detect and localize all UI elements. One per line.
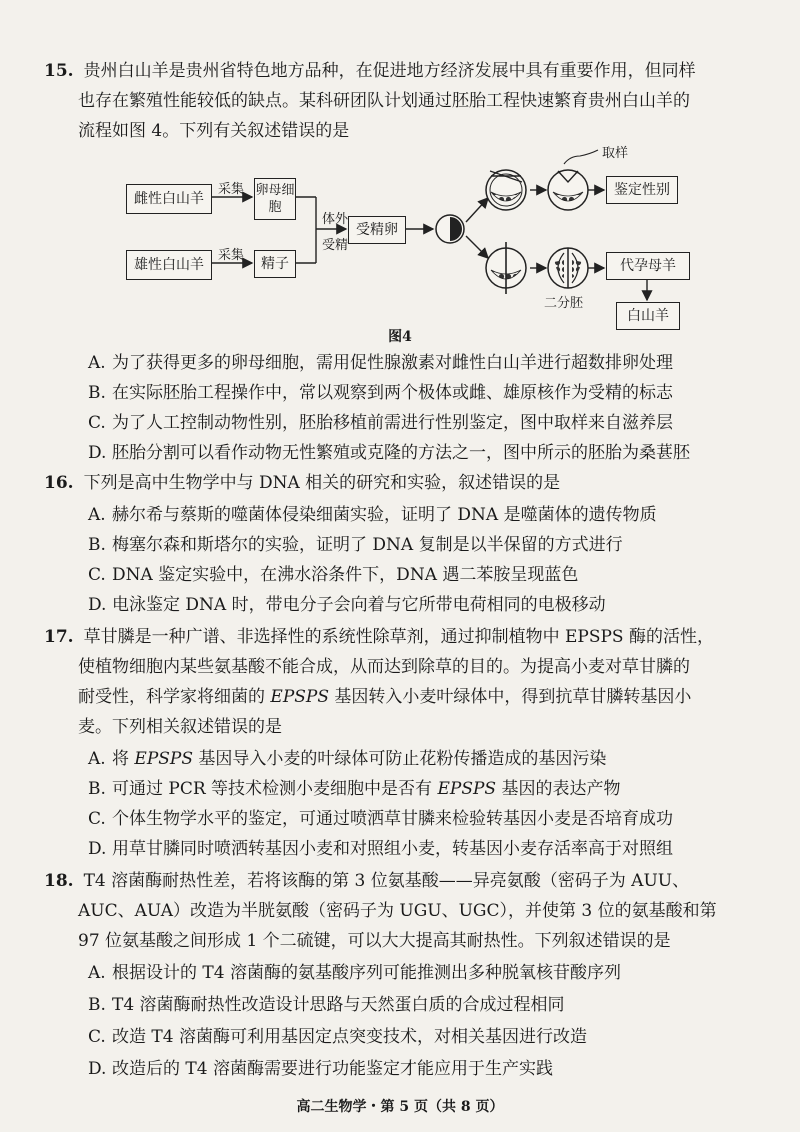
sperm-box: 精子 bbox=[254, 250, 296, 278]
gene-name: EPSPS bbox=[270, 687, 329, 707]
q18-line-1: 18. T4 溶菌酶耐热性差，若将该酶的第 3 位氨基酸——异亮氨酸（密码子为 AUU、 bbox=[44, 871, 690, 891]
q17-line-3: 耐受性，科学家将细菌的 EPSPS 基因转入小麦叶绿体中，得到抗草甘膦转基因小 bbox=[78, 687, 692, 707]
q15-line-1: 15. 贵州白山羊是贵州省特色地方品种，在促进地方经济发展中具有重要作用，但同样 bbox=[44, 61, 696, 81]
q17-option-a: A. 将 EPSPS 基因导入小麦的叶绿体可防止花粉传播造成的基因污染 bbox=[88, 749, 607, 769]
q15-option-d: D. 胚胎分割可以看作动物无性繁殖或克隆的方法之一，图中所示的胚胎为桑葚胚 bbox=[88, 443, 690, 463]
q16-option-b: B. 梅塞尔森和斯塔尔的实验，证明了 DNA 复制是以半保留的方式进行 bbox=[88, 535, 623, 555]
collect-label-1: 采集 bbox=[218, 182, 245, 197]
q18-option-b: B. T4 溶菌酶耐热性改造设计思路与天然蛋白质的合成过程相同 bbox=[88, 995, 565, 1015]
page-footer: 高二生物学・第 5 页（共 8 页） bbox=[296, 1099, 504, 1115]
sex-identification-box: 鉴定性别 bbox=[606, 176, 678, 204]
q18-line-2: AUC、AUA）改造为半胱氨酸（密码子为 UGU、UGC），并使第 3 位的氨基酸和第 bbox=[78, 901, 717, 921]
q15-line-3: 流程如图 4。下列有关叙述错误的是 bbox=[78, 121, 350, 141]
ivf-label-2: 受精 bbox=[322, 238, 349, 253]
q18-option-a: A. 根据设计的 T4 溶菌酶的氨基酸序列可能推测出多种脱氧核苷酸序列 bbox=[88, 963, 621, 983]
q16-number: 16. bbox=[44, 473, 74, 493]
q17-option-c: C. 个体生物学水平的鉴定，可通过喷洒草甘膦来检验转基因小麦是否培育成功 bbox=[88, 809, 673, 829]
female-goat-box: 雌性白山羊 bbox=[126, 184, 212, 214]
q17-line-4: 麦。下列相关叙述错误的是 bbox=[78, 717, 282, 737]
q18-line-3: 97 位氨基酸之间形成 1 个二硫键，可以大大提高其耐热性。下列叙述错误的是 bbox=[78, 931, 671, 951]
surrogate-box: 代孕母羊 bbox=[606, 252, 690, 280]
q18-option-d: D. 改造后的 T4 溶菌酶需要进行功能鉴定才能应用于生产实践 bbox=[88, 1059, 553, 1079]
q17-line-1: 17. 草甘膦是一种广谱、非选择性的系统性除草剂，通过抑制植物中 EPSPS 酶的活性， bbox=[44, 627, 714, 647]
blastocyst-sampled bbox=[548, 170, 588, 210]
q15-number: 15. bbox=[44, 61, 74, 81]
q15-option-a: A. 为了获得更多的卵母细胞，需用促性腺激素对雌性白山羊进行超数排卵处理 bbox=[88, 353, 673, 373]
q18-option-c: C. 改造 T4 溶菌酶可利用基因定点突变技术，对相关基因进行改造 bbox=[88, 1027, 587, 1047]
q17-option-d: D. 用草甘膦同时喷洒转基因小麦和对照组小麦，转基因小麦存活率高于对照组 bbox=[88, 839, 673, 859]
figure-caption: 图4 bbox=[388, 329, 412, 345]
sampling-label: 取样 bbox=[602, 146, 629, 161]
embryo-engineering-flowchart bbox=[120, 140, 740, 352]
q17-number: 17. bbox=[44, 627, 74, 647]
q18-number: 18. bbox=[44, 871, 74, 891]
q15-option-c: C. 为了人工控制动物性别，胚胎移植前需进行性别鉴定，图中取样来自滋养层 bbox=[88, 413, 673, 433]
q15-line-2: 也存在繁殖性能较低的缺点。某科研团队计划通过胚胎工程快速繁育贵州白山羊的 bbox=[78, 91, 690, 111]
q16-option-d: D. 电泳鉴定 DNA 时，带电分子会向着与它所带电荷相同的电极移动 bbox=[88, 595, 606, 615]
collect-label-2: 采集 bbox=[218, 248, 245, 263]
q15-option-b: B. 在实际胚胎工程操作中，常以观察到两个极体或雌、雄原核作为受精的标志 bbox=[88, 383, 673, 403]
oocyte-box: 卵母细胞 bbox=[254, 178, 296, 220]
q17-option-b: B. 可通过 PCR 等技术检测小麦细胞中是否有 EPSPS 基因的表达产物 bbox=[88, 779, 621, 799]
ivf-label-1: 体外 bbox=[322, 212, 349, 227]
split-embryo-label: 二分胚 bbox=[544, 296, 584, 311]
q16-line-1: 16. 下列是高中生物学中与 DNA 相关的研究和实验，叙述错误的是 bbox=[44, 473, 561, 493]
q17-line-2: 使植物细胞内某些氨基酸不能合成，从而达到除草的目的。为提高小麦对草甘膦的 bbox=[78, 657, 690, 677]
male-goat-box: 雄性白山羊 bbox=[126, 250, 212, 280]
q16-option-c: C. DNA 鉴定实验中，在沸水浴条件下，DNA 遇二苯胺呈现蓝色 bbox=[88, 565, 579, 585]
offspring-box: 白山羊 bbox=[616, 302, 680, 330]
q16-option-a: A. 赫尔希与蔡斯的噬菌体侵染细菌实验，证明了 DNA 是噬菌体的遗传物质 bbox=[88, 505, 657, 525]
zygote-box: 受精卵 bbox=[348, 216, 406, 244]
